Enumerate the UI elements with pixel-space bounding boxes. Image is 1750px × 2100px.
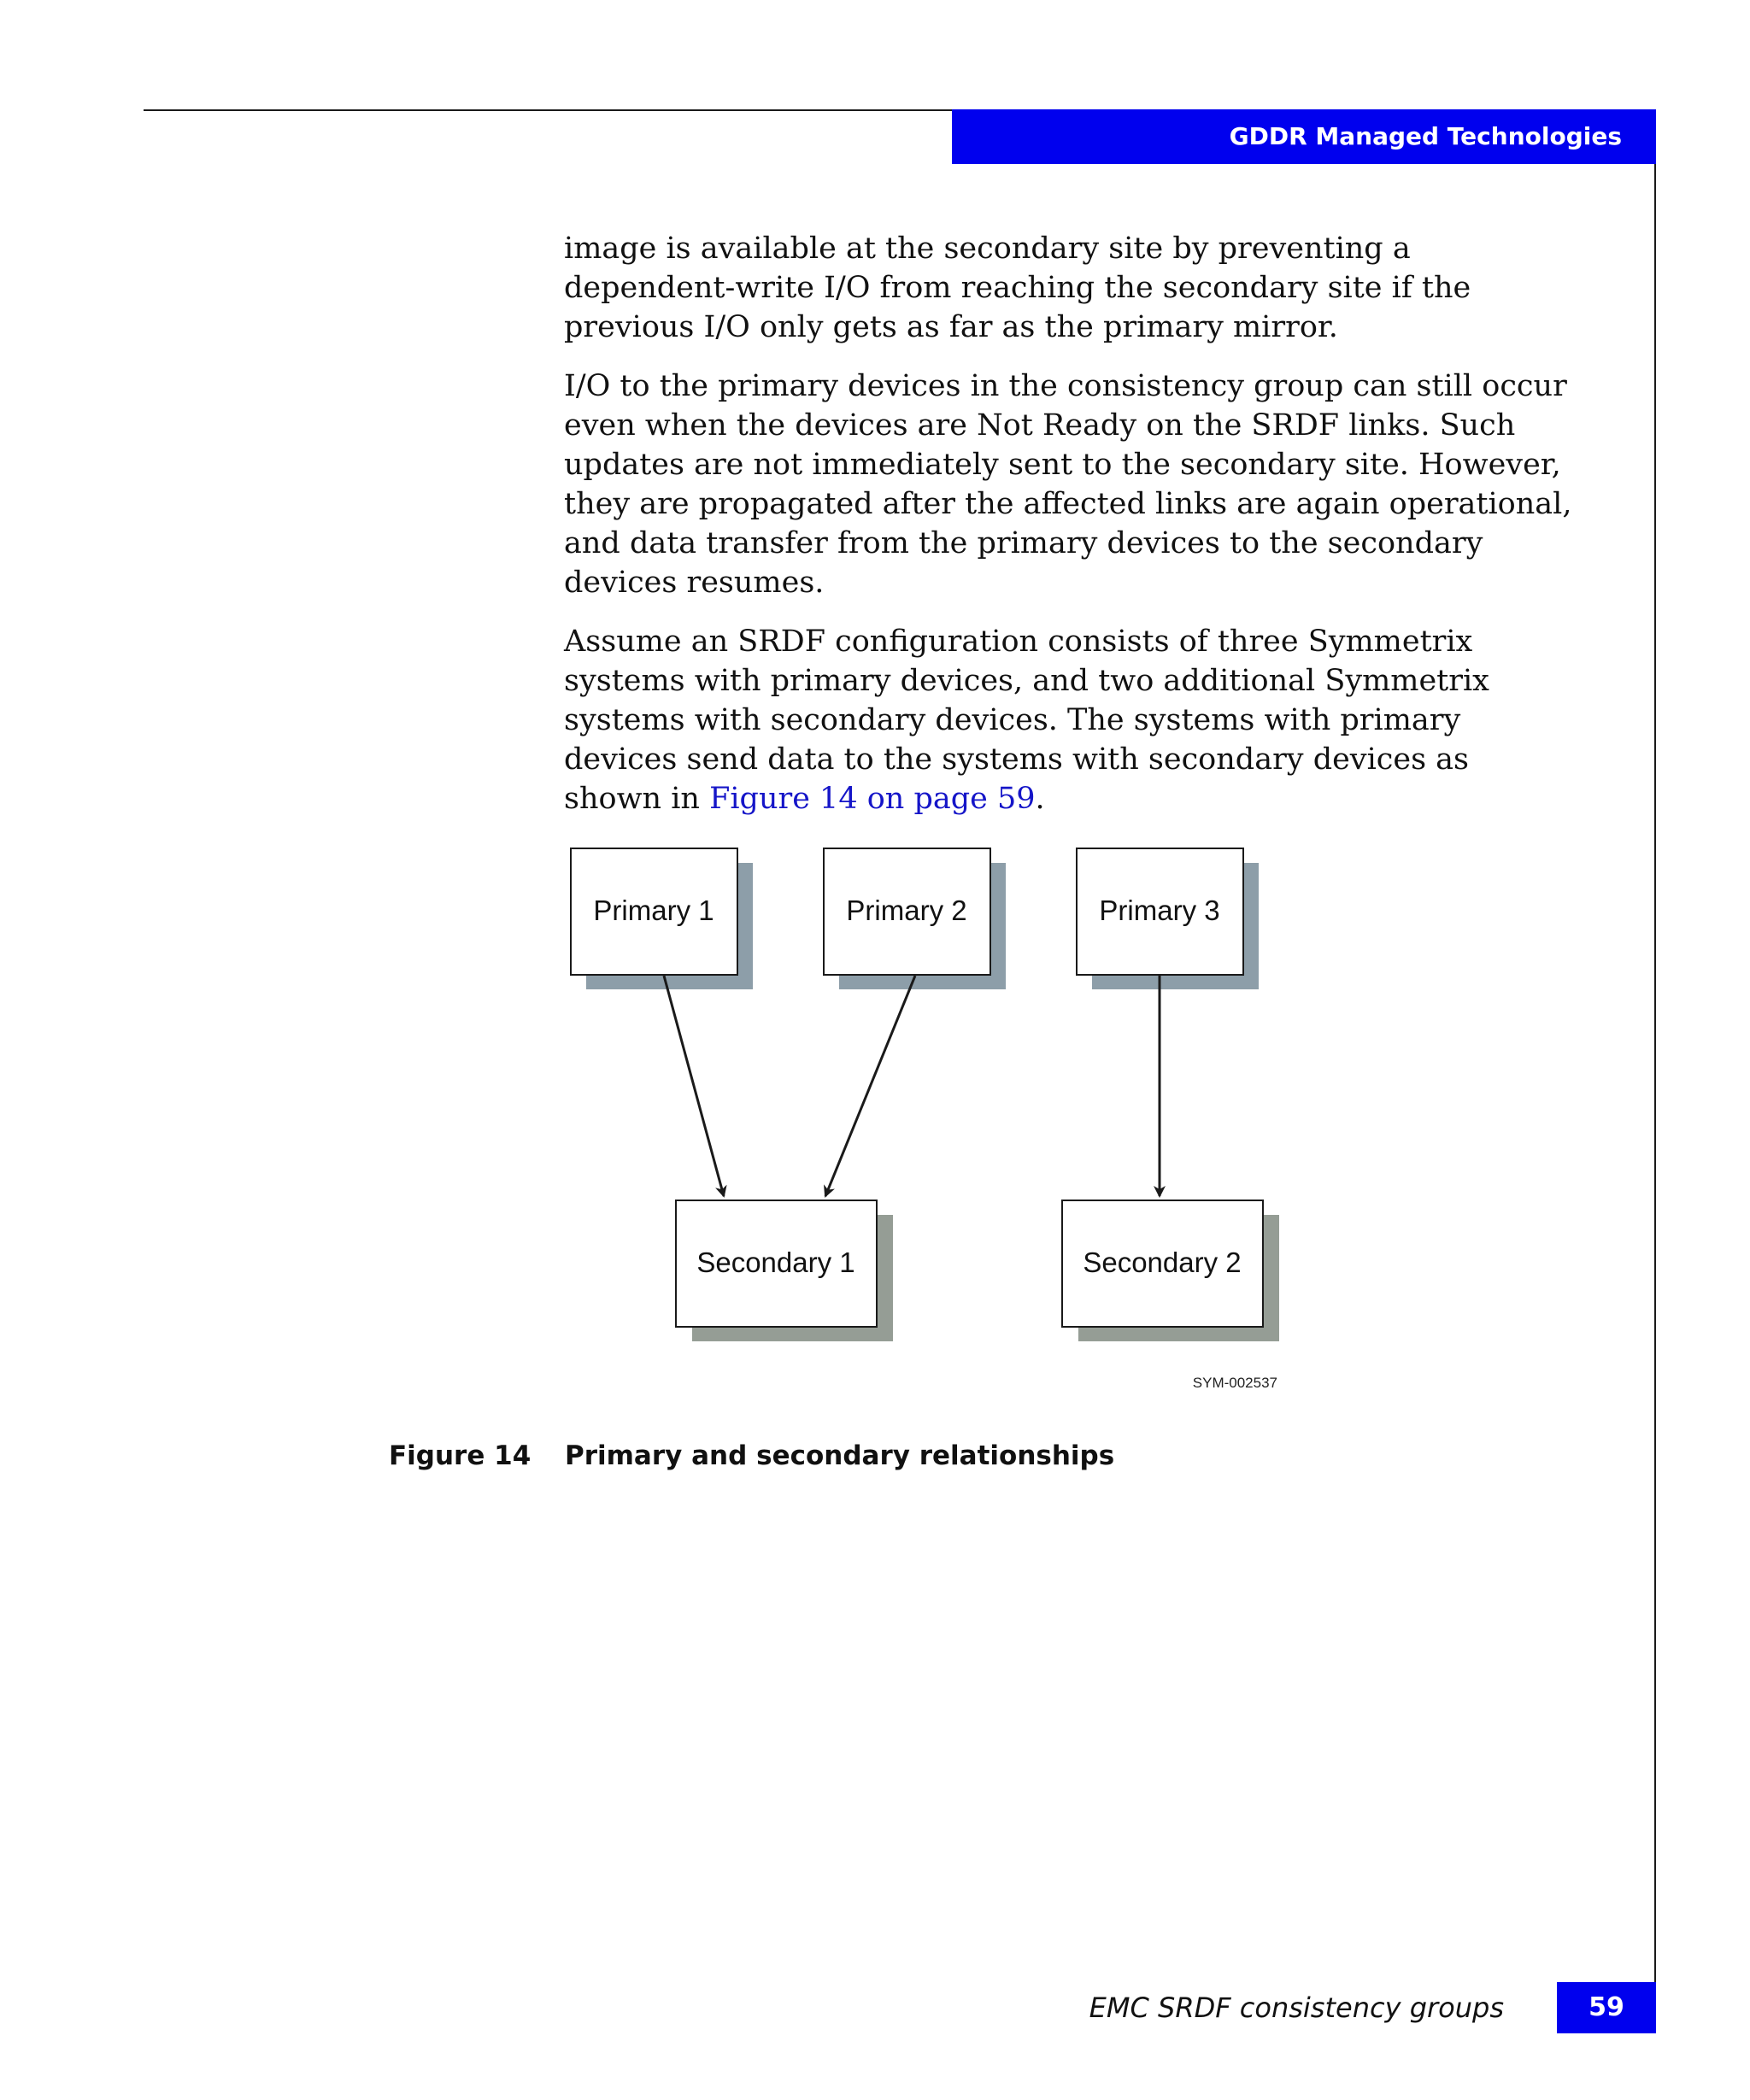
secondary-2-label: Secondary 2 [1083, 1247, 1242, 1278]
page-number-badge [1557, 1982, 1656, 2033]
paragraph-3-end: . [1035, 782, 1045, 816]
arrow-primary-2-to-secondary-1 [825, 976, 915, 1196]
footer-document-title: EMC SRDF consistency groups [1089, 1991, 1504, 2024]
figure-caption-title: Primary and secondary relationships [565, 1440, 1115, 1471]
paragraph-3-text: Assume an SRDF configuration consists of three Symmetrix systems with primary devices, and two additional Symmetrix systems with secondary devices. The systems with primary devices send data to the systems with secondary devices as shown in [564, 625, 1489, 816]
section-title: GDDR Managed Technologies [1229, 122, 1622, 150]
primary-1-label: Primary 1 [593, 895, 714, 926]
relationship-diagram [547, 829, 1299, 1410]
secondary-1-label: Secondary 1 [696, 1247, 855, 1278]
figure-caption-label: Figure 14 [389, 1440, 531, 1471]
figure-id-label: SYM-002537 [1192, 1375, 1277, 1391]
primary-3-label: Primary 3 [1099, 895, 1220, 926]
paragraph-3 [564, 622, 1572, 818]
figure-caption [389, 1439, 1114, 1473]
section-header-band [952, 109, 1656, 164]
paragraph-1: image is available at the secondary site by preventing a dependent-write I/O from reaching the secondary site if the previous I/O only gets as far as the primary mirror. [564, 232, 1471, 344]
figure-14-cross-reference-link[interactable]: Figure 14 on page 59 [709, 782, 1036, 816]
arrow-primary-1-to-secondary-1 [664, 976, 724, 1196]
body-text [564, 229, 1572, 838]
page-edge-rule [1654, 109, 1656, 2033]
figure-14-diagram [547, 829, 1299, 1410]
page-number: 59 [1589, 1992, 1624, 2022]
paragraph-2: I/O to the primary devices in the consistency group can still occur even when the devices are Not Ready on the SRDF links. Such updates are not immediately sent to the secondary site. However, they are propagated after the affected links are again operational, and data transfer from the primary devices to the secondary devices resumes. [564, 369, 1572, 600]
primary-2-label: Primary 2 [846, 895, 967, 926]
